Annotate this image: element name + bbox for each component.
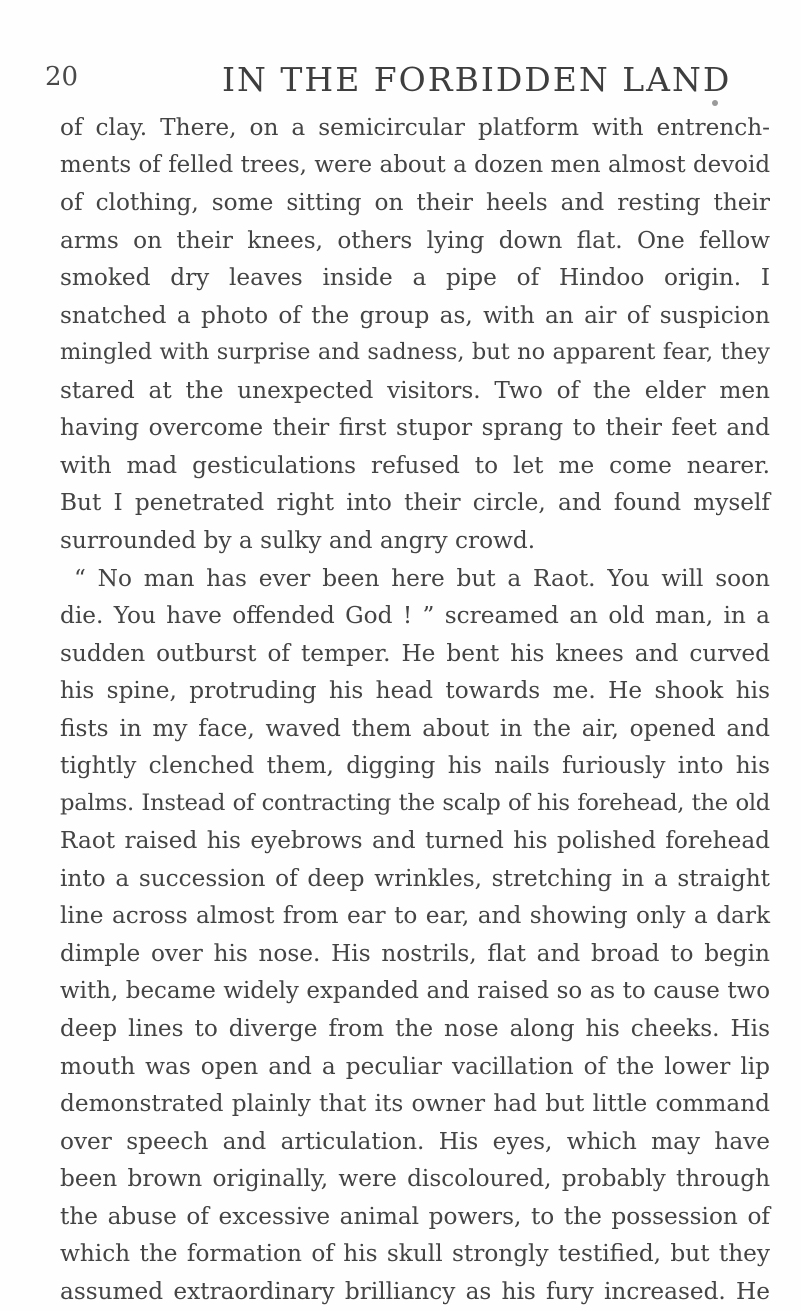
body-text (60, 109, 770, 1311)
text-line: tightly clenched them, digging his nails furiously into his (60, 752, 770, 780)
text-line: snatched a photo of the group as, with an air of suspicion (60, 301, 770, 329)
text-line: line across almost from ear to ear, and showing only a dark (60, 902, 770, 930)
text-line: over speech and articulation. His eyes, which may have (60, 1127, 770, 1155)
text-line: demonstrated plainly that its owner had but little command (60, 1090, 770, 1118)
text-line: arms on their knees, others lying down flat. One fellow (60, 226, 770, 254)
text-line: fists in my face, waved them about in the air, opened and (60, 714, 770, 742)
text-line: which the formation of his skull strongly testified, but they (60, 1240, 770, 1268)
text-line: Raot raised his eyebrows and turned his polished forehead (60, 827, 770, 855)
text-line: the abuse of excessive animal powers, to the possession of (60, 1202, 770, 1230)
text-line: dimple over his nose. His nostrils, flat and broad to begin (60, 940, 770, 968)
text-line: sudden outburst of temper. He bent his knees and curved (60, 639, 770, 667)
text-line: with mad gesticulations refused to let me come nearer. (60, 451, 770, 479)
text-line: deep lines to diverge from the nose along his cheeks. His (60, 1015, 770, 1043)
text-line: of clothing, some sitting on their heels and resting their (60, 189, 770, 217)
text-line: But I penetrated right into their circle, and found myself (60, 489, 770, 517)
text-line: mingled with surprise and sadness, but no apparent fear, they (60, 339, 770, 366)
text-line: palms. Instead of contracting the scalp of his forehead, the old (60, 789, 770, 816)
page-number: 20 (45, 62, 79, 92)
text-line: assumed extraordinary brilliancy as his fury increased. He (60, 1277, 770, 1305)
text-line: smoked dry leaves inside a pipe of Hindoo origin. I (60, 264, 770, 292)
text-line: been brown originally, were discoloured, probably through (60, 1165, 770, 1193)
text-line: into a succession of deep wrinkles, stretching in a straight (60, 864, 770, 892)
text-line: mouth was open and a peculiar vacillation of the lower lip (60, 1052, 770, 1080)
print-speck (712, 100, 718, 106)
text-line: stared at the unexpected visitors. Two of the elder men (60, 376, 770, 404)
text-line: ments of felled trees, were about a dozen men almost devoid (60, 151, 770, 178)
text-line: with, became widely expanded and raised so as to cause two (60, 977, 770, 1004)
text-line: of clay. There, on a semicircular platform with entrench- (60, 114, 770, 141)
text-line: having overcome their first stupor sprang to their feet and (60, 414, 770, 442)
text-line: die. You have offended God ! ” screamed an old man, in a (60, 602, 770, 630)
text-line: his spine, protruding his head towards me. He shook his (60, 677, 770, 705)
text-line: “ No man has ever been here but a Raot. You will soon (74, 564, 770, 592)
running-title: IN THE FORBIDDEN LAND (222, 60, 732, 99)
text-line: surrounded by a sulky and angry crowd. (60, 527, 536, 555)
page-header (45, 60, 745, 100)
